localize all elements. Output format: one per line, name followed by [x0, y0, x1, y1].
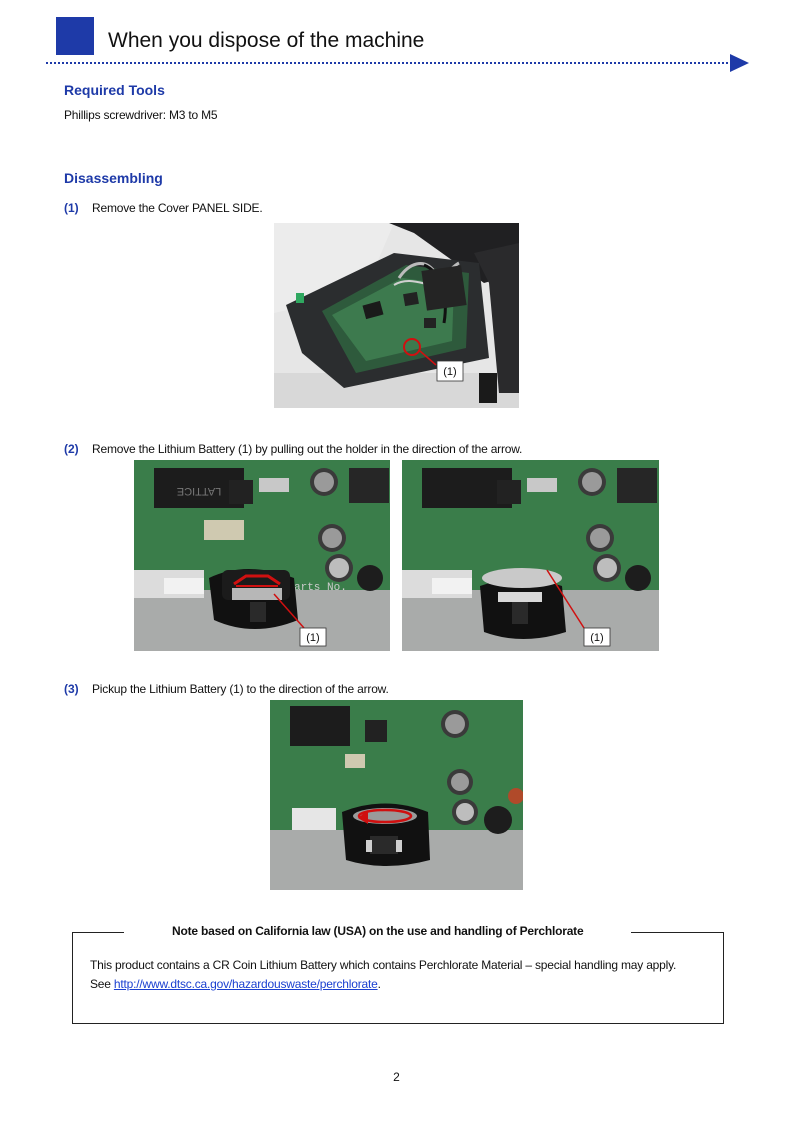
- step-1-photo: [274, 223, 519, 408]
- left-board-chip-label: LATTICE: [176, 485, 222, 497]
- header-arrow-icon: [730, 54, 750, 72]
- perchlorate-note-body: [90, 956, 710, 994]
- header-dotted-rule: [46, 62, 732, 64]
- step-2-left-callout-label: (1): [306, 632, 320, 644]
- step-2-number: (2): [64, 442, 79, 456]
- perchlorate-see-suffix: .: [377, 977, 381, 991]
- step-2-right-callout-label: (1): [590, 632, 604, 644]
- step-2-text: Remove the Lithium Battery (1) by pulling out the holder in the direction of the arrow.: [92, 442, 523, 456]
- step-2-photo-right: [402, 460, 659, 651]
- step-3-number: (3): [64, 682, 79, 696]
- perchlorate-note-line: This product contains a CR Coin Lithium Battery which contains Perchlorate Material – special handling may apply.: [90, 958, 677, 972]
- header-color-block: [56, 17, 94, 55]
- step-1-callout-label: (1): [443, 366, 457, 378]
- disassembling-heading: Disassembling: [64, 170, 163, 186]
- page-title: When you dispose of the machine: [108, 29, 425, 52]
- perchlorate-note-title: Note based on California law (USA) on the use and handling of Perchlorate: [124, 924, 631, 938]
- step-1-number: (1): [64, 201, 79, 215]
- required-tools-heading: Required Tools: [64, 82, 165, 98]
- step-1-text: Remove the Cover PANEL SIDE.: [92, 201, 263, 215]
- step-3-text: Pickup the Lithium Battery (1) to the direction of the arrow.: [92, 682, 389, 696]
- perchlorate-link[interactable]: http://www.dtsc.ca.gov/hazardouswaste/perchlorate: [113, 977, 378, 991]
- step-3-photo: [270, 700, 523, 890]
- step-2-photo-left: [134, 460, 390, 651]
- page-number: 2: [393, 1070, 400, 1084]
- left-board-silkscreen: arts No.: [294, 582, 347, 594]
- perchlorate-see-prefix: See: [90, 977, 114, 991]
- required-tools-text: Phillips screwdriver: M3 to M5: [64, 108, 218, 122]
